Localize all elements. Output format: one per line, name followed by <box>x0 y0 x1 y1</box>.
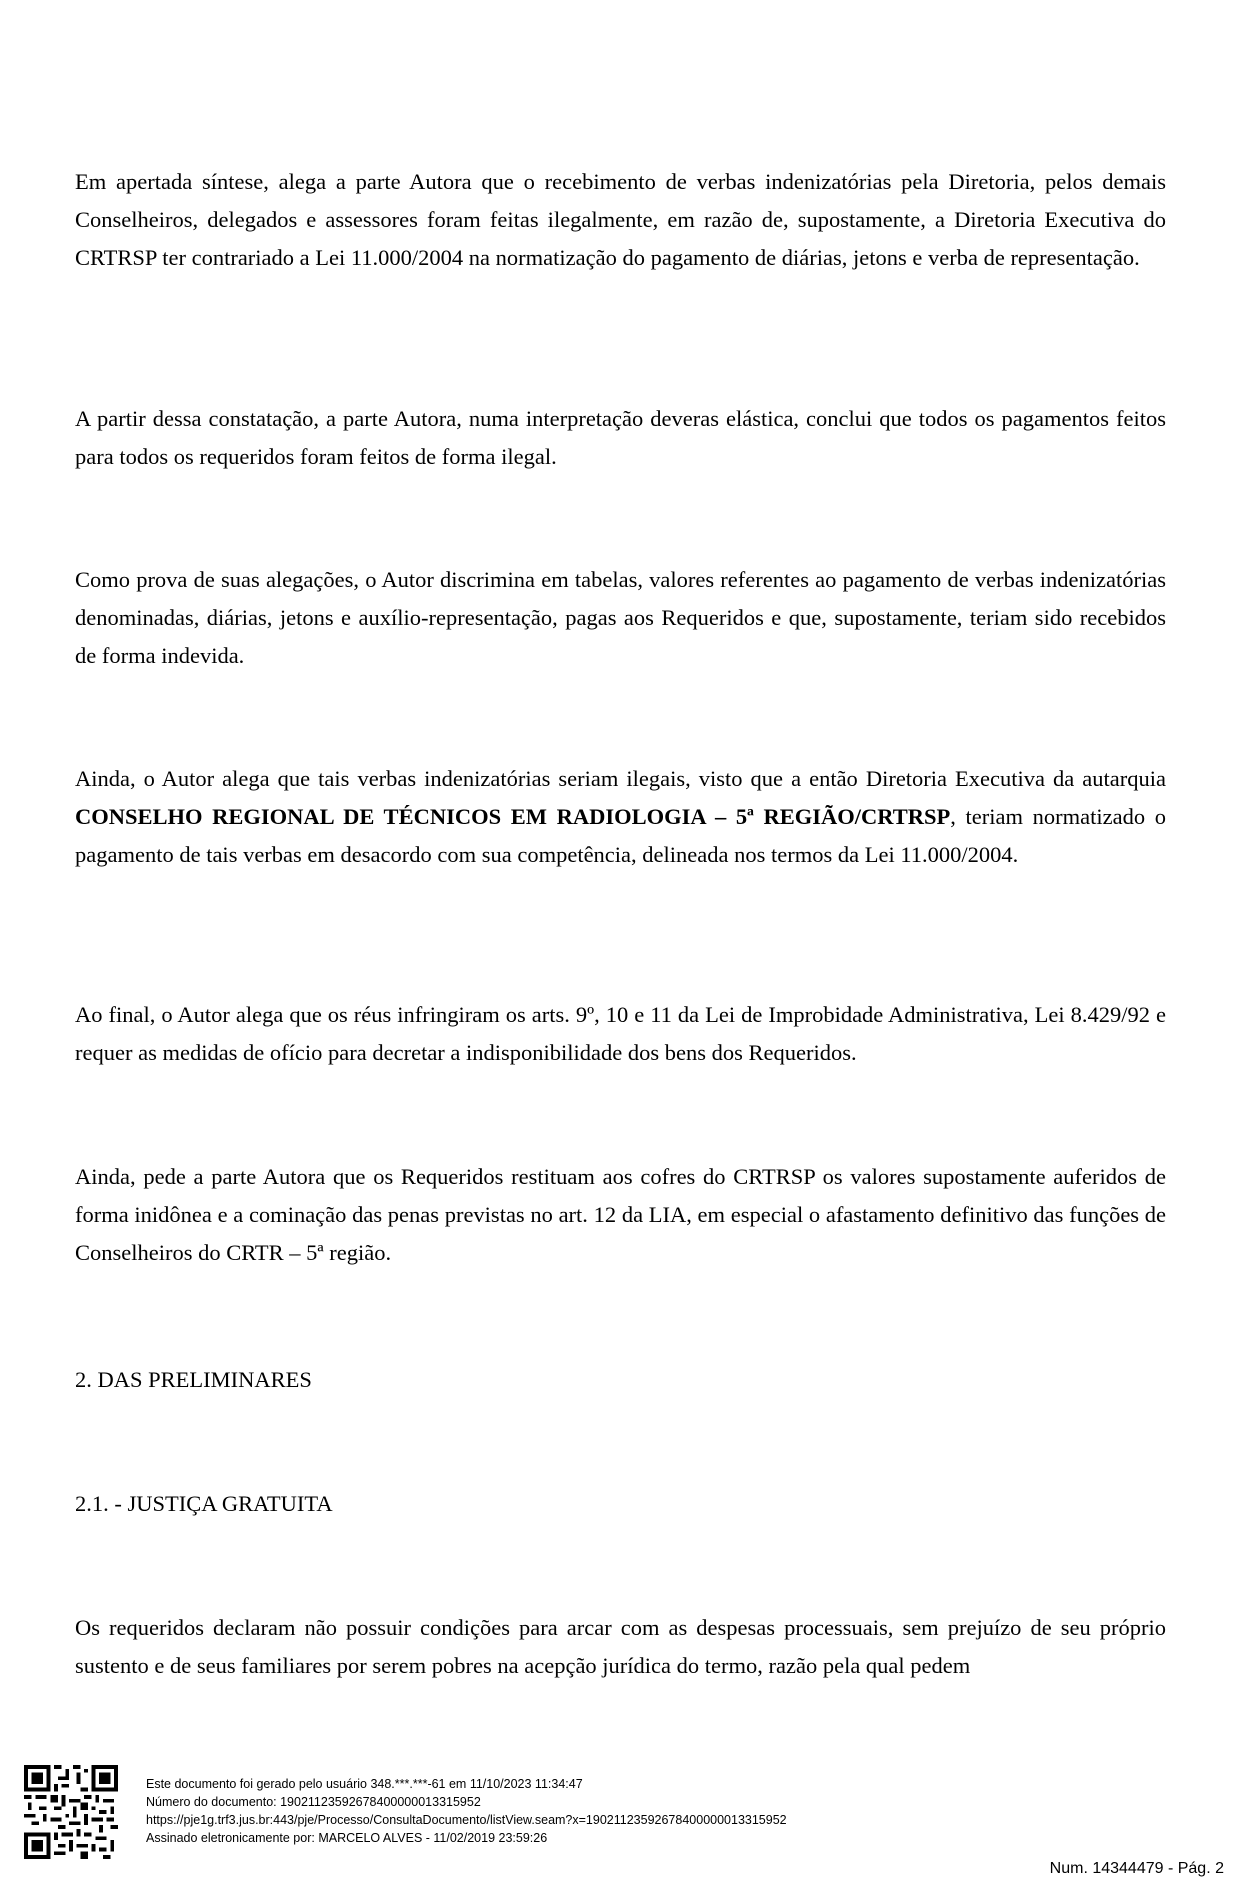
paragraph-verbas-text-a: Ainda, o Autor alega que tais verbas indenizatórias seriam ilegais, visto que a então Diretoria Executiva da autarquia <box>75 766 1166 791</box>
paragraph-constatacao: A partir dessa constatação, a parte Autora, numa interpretação deveras elástica, conclui que todos os pagamentos feitos para todos os requeridos foram feitos de forma ilegal. <box>75 406 1166 469</box>
paragraph-summary: Em apertada síntese, alega a parte Autora que o recebimento de verbas indenizatórias pela Diretoria, pelos demais Conselheiros, delegados e assessores foram feitas ilegalmente, em razão de, supostamente, a Diretoria Executiva do CRTRSP ter contrariado a Lei 11.000/2004 na normatização do pagamento de diárias, jetons e verba de representação. <box>75 169 1166 270</box>
footer-document-url[interactable]: https://pje1g.trf3.jus.br:443/pje/Processo/ConsultaDocumento/listView.seam?x=19021123592678400000013315952 <box>146 1813 787 1827</box>
paragraph-verbas-text-b: , teriam normatizado o pagamento de tais verbas em desacordo com sua competência, delineada nos termos da Lei 11.000/2004. <box>75 804 1166 867</box>
page-number: Num. 14344479 - Pág. 2 <box>1049 1860 1224 1877</box>
paragraph-prova: Como prova de suas alegações, o Autor discrimina em tabelas, valores referentes ao pagamento de verbas indenizatórias denominadas, diárias, jetons e auxílio-representação, pagas aos Requeridos e que, supostamente, teriam sido recebidos de forma indevida. <box>75 567 1166 668</box>
qr-code-icon <box>24 1765 118 1859</box>
paragraph-requeridos: Os requeridos declaram não possuir condições para arcar com as despesas processuais, sem prejuízo de seu próprio sustento e de seus familiares por serem pobres na acepção jurídica do termo, razão pela qual pedem <box>75 1615 1166 1678</box>
footer-document-number: Número do documento: 19021123592678400000013315952 <box>146 1795 481 1809</box>
conselho-name-bold: CONSELHO REGIONAL DE TÉCNICOS EM RADIOLOGIA – 5ª REGIÃO/CRTRSP <box>75 804 951 829</box>
heading-preliminares: 2. DAS PRELIMINARES <box>75 1367 312 1392</box>
paragraph-improbidade: Ao final, o Autor alega que os réus infringiram os arts. 9º, 10 e 11 da Lei de Improbidade Administrativa, Lei 8.429/92 e requer as medidas de ofício para decretar a indisponibilidade dos bens dos Requeridos. <box>75 1002 1166 1065</box>
footer-generated-by: Este documento foi gerado pelo usuário 348.***.***-61 em 11/10/2023 11:34:47 <box>146 1777 583 1791</box>
paragraph-restituicao: Ainda, pede a parte Autora que os Requeridos restituam aos cofres do CRTRSP os valores supostamente auferidos de forma inidônea e a cominação das penas previstas no art. 12 da LIA, em especial o afastamento definitivo das funções de Conselheiros do CRTR – 5ª região. <box>75 1164 1166 1265</box>
footer-signature: Assinado eletronicamente por: MARCELO ALVES - 11/02/2019 23:59:26 <box>146 1831 548 1845</box>
paragraph-verbas-ilegais <box>75 760 1166 874</box>
footer-metadata <box>146 1775 787 1847</box>
heading-justica-gratuita: 2.1. - JUSTIÇA GRATUITA <box>75 1491 333 1516</box>
